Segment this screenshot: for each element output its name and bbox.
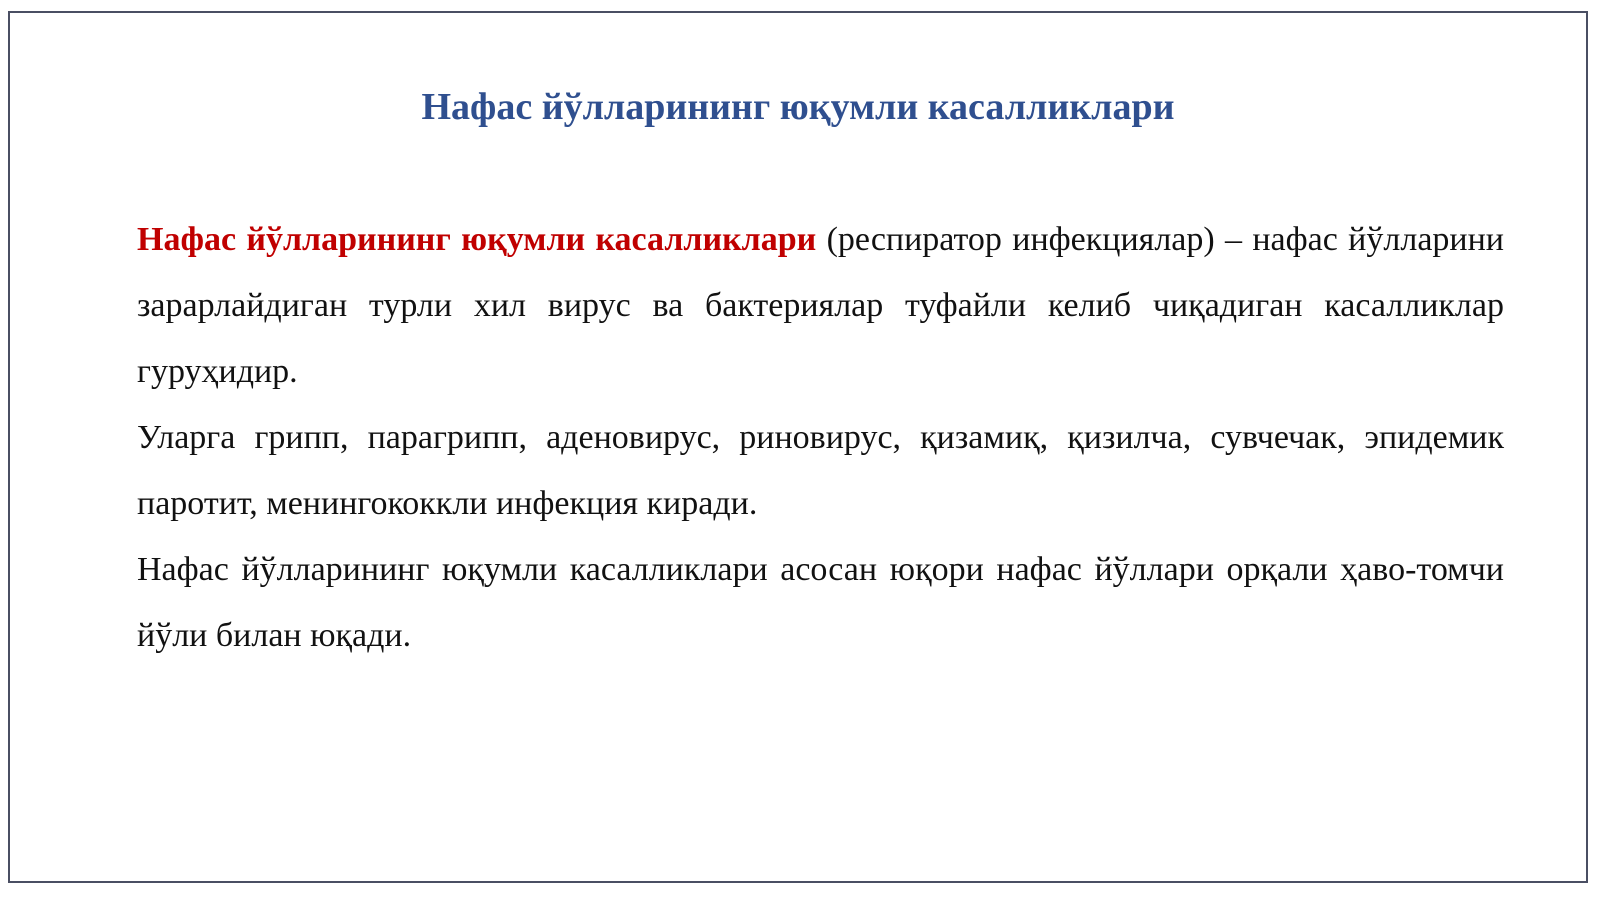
- slide: [8, 11, 1588, 883]
- paragraph-definition: [137, 207, 1504, 405]
- paragraph-transmission: Нафас йўлларининг юқумли касалликлари асосан юқори нафас йўллари орқали ҳаво-томчи йўли билан юқади.: [137, 551, 1504, 654]
- definition-text: (респиратор инфекциялар) – нафас йўлларини зарарлайдиган турли хил вирус ва бактериялар туфайли келиб чиқадиган касалликлар гуруҳидир.: [137, 221, 1504, 390]
- slide-title: Нафас йўлларининг юқумли касалликлари: [421, 86, 1175, 128]
- highlighted-term: Нафас йўлларининг юқумли касалликлари: [137, 221, 817, 258]
- slide-body: [137, 207, 1504, 669]
- paragraph-examples: Уларга грипп, парагрипп, аденовирус, риновирус, қизамиқ, қизилча, сувчечак, эпидемик паротит, менингококкли инфекция киради.: [137, 419, 1504, 522]
